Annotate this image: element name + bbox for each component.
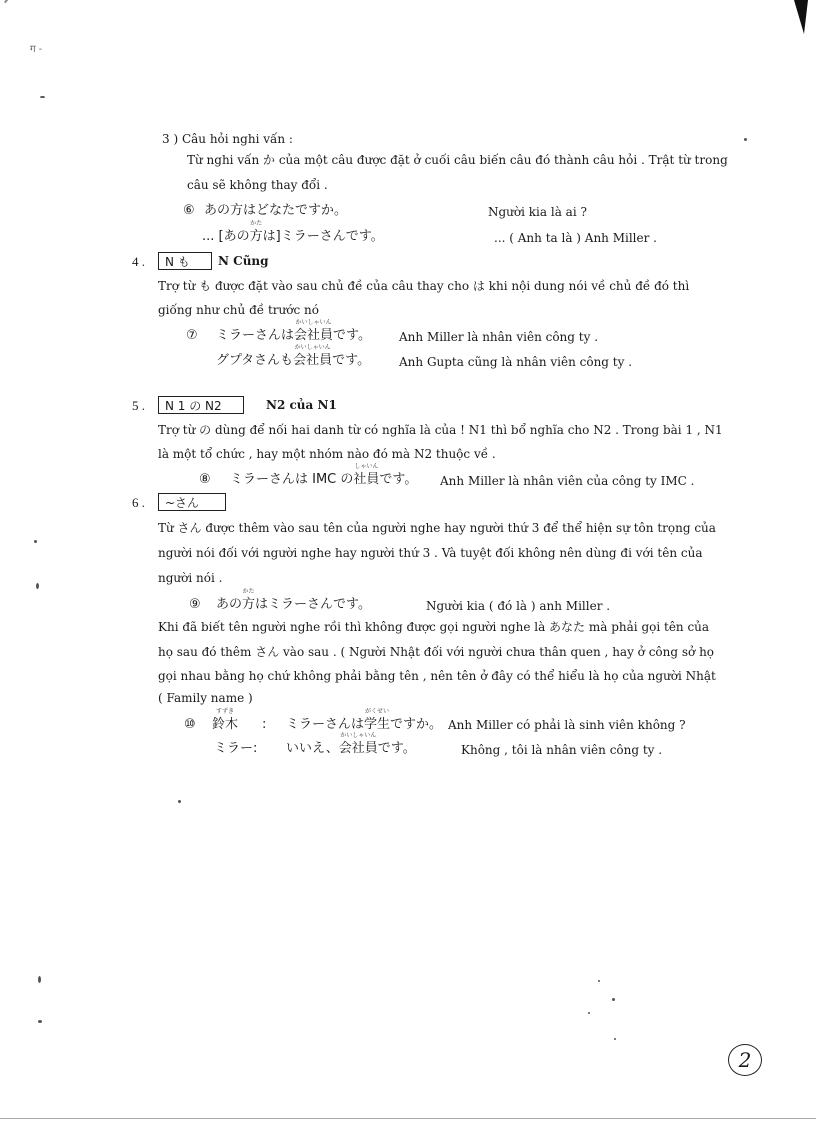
section-6-paragraph-2-line-3: gọi nhau bằng họ chứ không phải bằng tên , nên tên ở đây có thể hiểu là họ của người Nhật (158, 669, 716, 683)
corner-scan-mark (4, 0, 14, 3)
section-4-line-2: giống như chủ đề trước nó (158, 303, 319, 317)
bottom-scan-line (0, 1118, 816, 1119)
section-6-line-2: người nói đối với người nghe hay người thứ 3 . Và tuyệt đối không nên dùng đi với tên của (158, 546, 703, 560)
section-4-box: N も (158, 252, 212, 270)
example-6-number: ⑥ (183, 203, 195, 218)
example-10-vietnamese: Anh Miller có phải là sinh viên không ? (448, 718, 686, 732)
section-6-line-1: Từ さん được thêm vào sau tên của người nghe hay người thứ 3 để thể hiện sự tôn trọng của (158, 521, 716, 535)
example-10b-japanese: いいえ、 かいしゃいん 会社員です。 (286, 732, 416, 756)
example-10-colon: : (262, 717, 267, 732)
example-7b-japanese: グプタさんも かいしゃいん 会社員です。 (216, 344, 371, 368)
example-6b-vietnamese: ... ( Anh ta là ) Anh Miller . (494, 231, 657, 245)
section-3-line-1: Từ nghi vấn か của một câu được đặt ở cuối câu biến câu đó thành câu hỏi . Trật từ trong (187, 153, 728, 167)
example-9-number: ⑨ (189, 597, 201, 612)
example-9-vietnamese: Người kia ( đó là ) anh Miller . (426, 599, 611, 613)
example-7-japanese: ミラーさんは かいしゃいん 会社員です。 (216, 319, 371, 343)
example-7b-vietnamese: Anh Gupta cũng là nhân viên công ty . (399, 355, 633, 369)
margin-mark-top-left: ग - (30, 44, 43, 55)
scan-speck (614, 1038, 616, 1040)
example-8-number: ⑧ (199, 472, 211, 487)
scan-speck (34, 540, 37, 543)
scan-speck (36, 583, 39, 589)
section-5-line-1: Trợ từ の dùng để nối hai danh từ có nghĩa là của ! N1 thì bổ nghĩa cho N2 . Trong bài 1 , N1 (158, 423, 723, 437)
scan-speck (178, 800, 181, 803)
section-3-line-2: câu sẽ không thay đổi . (187, 178, 328, 192)
example-6b-japanese: ... [あの かた 方は]ミラーさんです。 (202, 220, 384, 244)
section-6-box: ~さん (158, 493, 226, 511)
section-5-line-2: là một tổ chức , hay một nhóm nào đó mà N2 thuộc về . (158, 447, 496, 461)
example-9-japanese: あの かた 方はミラーさんです。 (216, 588, 371, 612)
section-6-number: 6 . (132, 495, 145, 510)
example-10-japanese: ミラーさんは がくせい 学生ですか。 (286, 708, 443, 732)
section-6-paragraph-2-line-4: ( Family name ) (158, 691, 253, 705)
section-4-title: N Cũng (218, 254, 269, 268)
example-7-vietnamese: Anh Miller là nhân viên công ty . (399, 330, 599, 344)
section-6-paragraph-2-line-1: Khi đã biết tên người nghe rồi thì không được gọi người nghe là あなた mà phải gọi tên của (158, 620, 710, 634)
scan-speck (598, 980, 600, 982)
section-6-line-3: người nói . (158, 571, 223, 585)
scan-speck (38, 1020, 42, 1023)
section-3-heading: 3 ) Câu hỏi nghi vấn : (162, 132, 293, 146)
section-5-number: 5 . (132, 398, 145, 413)
scan-speck (38, 976, 41, 983)
corner-scan-triangle (794, 0, 808, 34)
example-10-number: ⑩ (184, 717, 196, 732)
section-4-number: 4 . (132, 254, 145, 269)
page-number: 2 (728, 1044, 762, 1076)
example-7-number: ⑦ (186, 328, 198, 343)
section-5-title: N2 của N1 (266, 398, 337, 412)
example-8-vietnamese: Anh Miller là nhân viên của công ty IMC . (440, 474, 695, 488)
scan-speck (40, 96, 45, 98)
example-8-japanese: ミラーさんは IMC の しゃいん 社員です。 (230, 463, 418, 487)
section-5-box: N 1 の N2 (158, 396, 244, 414)
section-4-line-1: Trợ từ も được đặt vào sau chủ đề của câu thay cho は khi nội dung nói về chủ đề đó thì (158, 279, 690, 293)
scan-speck (588, 1012, 590, 1014)
section-6-paragraph-2-line-2: họ sau đó thêm さん vào sau . ( Người Nhật đối với người chưa thân quen , hay ở công sở họ (158, 645, 715, 659)
example-6-vietnamese: Người kia là ai ? (488, 205, 587, 219)
example-10-speaker-suzuki: すずき 鈴木 (212, 708, 239, 732)
scan-speck (612, 998, 615, 1001)
example-10b-vietnamese: Không , tôi là nhân viên công ty . (461, 743, 663, 757)
example-10b-speaker-miller: ミラー: (214, 741, 258, 756)
scan-speck (744, 138, 747, 141)
example-6-japanese: あの方はどなたですか。 (204, 203, 348, 218)
